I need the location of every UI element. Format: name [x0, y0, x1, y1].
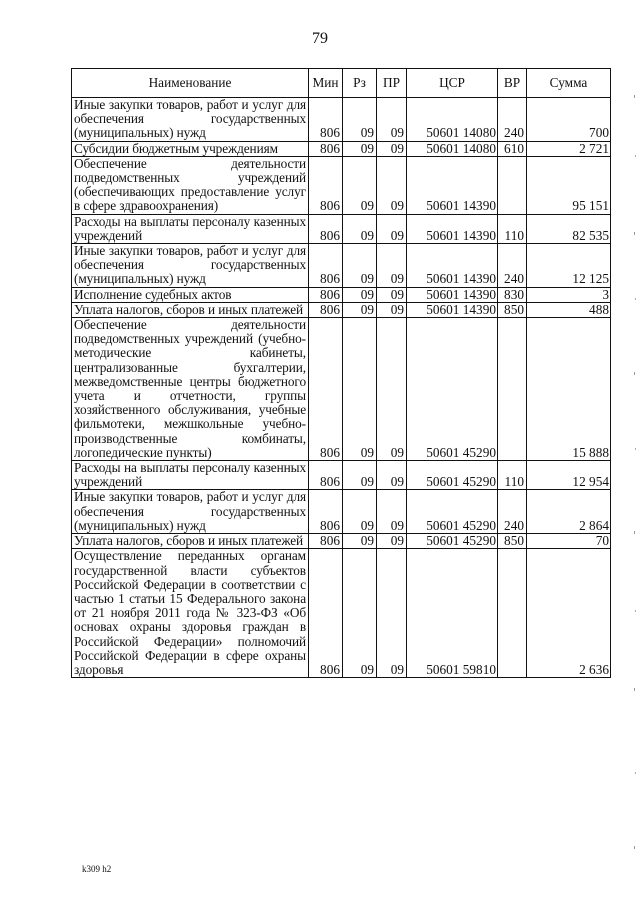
scan-specks: [632, 0, 638, 905]
cell-pr: 09: [377, 534, 407, 549]
cell-rz: 09: [343, 302, 377, 317]
table-header-row: [72, 69, 611, 98]
table-row: [72, 318, 611, 461]
cell-csr: 50601 14390: [407, 244, 498, 288]
cell-vr: [498, 156, 527, 214]
cell-csr: 50601 14080: [407, 98, 498, 142]
table-row: [72, 214, 611, 243]
cell-min: 806: [309, 534, 343, 549]
cell-vr: 110: [498, 461, 527, 490]
cell-rz: 09: [343, 490, 377, 534]
cell-name: Иные закупки товаров, работ и услуг для обеспечения государственных (муниципальных) нужд: [72, 98, 309, 142]
cell-min: 806: [309, 156, 343, 214]
cell-name: Осуществление переданных органам государственной власти субъектов Российской Федерации в соответствии с частью 1 статьи 15 Федерального закона от 21 ноября 2011 года № 323-ФЗ «Об основах охраны здоровья граждан в Российской Федерации» полномочий Российской Федерации в сфере охраны здоровья: [72, 549, 309, 678]
cell-sum: 488: [527, 302, 611, 317]
cell-sum: 3: [527, 287, 611, 302]
cell-rz: 09: [343, 98, 377, 142]
cell-pr: 09: [377, 461, 407, 490]
cell-name: Субсидии бюджетным учреждениям: [72, 141, 309, 156]
cell-min: 806: [309, 302, 343, 317]
cell-vr: [498, 318, 527, 461]
cell-name: Расходы на выплаты персоналу казенных учреждений: [72, 214, 309, 243]
header-pr: ПР: [377, 69, 407, 98]
table-row: [72, 490, 611, 534]
cell-min: 806: [309, 549, 343, 678]
cell-pr: 09: [377, 302, 407, 317]
cell-min: 806: [309, 214, 343, 243]
cell-sum: 12 954: [527, 461, 611, 490]
cell-pr: 09: [377, 244, 407, 288]
cell-name: Исполнение судебных актов: [72, 287, 309, 302]
table-row: [72, 156, 611, 214]
cell-pr: 09: [377, 98, 407, 142]
cell-sum: 700: [527, 98, 611, 142]
cell-csr: 50601 59810: [407, 549, 498, 678]
cell-sum: 2 636: [527, 549, 611, 678]
cell-min: 806: [309, 318, 343, 461]
cell-pr: 09: [377, 214, 407, 243]
cell-rz: 09: [343, 287, 377, 302]
cell-vr: [498, 549, 527, 678]
cell-sum: 15 888: [527, 318, 611, 461]
cell-min: 806: [309, 287, 343, 302]
cell-min: 806: [309, 461, 343, 490]
cell-pr: 09: [377, 549, 407, 678]
cell-pr: 09: [377, 156, 407, 214]
page-number: 79: [312, 30, 328, 47]
cell-csr: 50601 14080: [407, 141, 498, 156]
cell-csr: 50601 45290: [407, 490, 498, 534]
table-body: [72, 98, 611, 678]
cell-sum: 2 864: [527, 490, 611, 534]
cell-vr: 850: [498, 302, 527, 317]
cell-csr: 50601 14390: [407, 302, 498, 317]
cell-csr: 50601 45290: [407, 534, 498, 549]
cell-rz: 09: [343, 141, 377, 156]
cell-sum: 12 125: [527, 244, 611, 288]
document-code: k309 h2: [82, 864, 112, 874]
cell-csr: 50601 14390: [407, 287, 498, 302]
table-row: [72, 98, 611, 142]
cell-rz: 09: [343, 244, 377, 288]
cell-rz: 09: [343, 534, 377, 549]
cell-name: Обеспечение деятельности подведомственных учреждений (обеспечивающих предоставление услуг в сфере здравоохранения): [72, 156, 309, 214]
cell-csr: 50601 45290: [407, 318, 498, 461]
cell-pr: 09: [377, 318, 407, 461]
cell-rz: 09: [343, 318, 377, 461]
budget-table: [71, 68, 611, 678]
header-min: Мин: [309, 69, 343, 98]
cell-name: Расходы на выплаты персоналу казенных учреждений: [72, 461, 309, 490]
cell-min: 806: [309, 244, 343, 288]
cell-min: 806: [309, 490, 343, 534]
header-csr: ЦСР: [407, 69, 498, 98]
header-sum: Сумма: [527, 69, 611, 98]
cell-pr: 09: [377, 287, 407, 302]
table-row: [72, 302, 611, 317]
cell-name: Обеспечение деятельности подведомственных учреждений (учебно-методические кабинеты, централизованные бухгалтерии, межведомственные центры бюджетного учета и отчетности, группы хозяйственного обслуживания, учебные фильмотеки, межшкольные учебно-производственные комбинаты, логопедические пункты): [72, 318, 309, 461]
cell-pr: 09: [377, 141, 407, 156]
header-vr: ВР: [498, 69, 527, 98]
cell-name: Иные закупки товаров, работ и услуг для обеспечения государственных (муниципальных) нужд: [72, 490, 309, 534]
cell-sum: 82 535: [527, 214, 611, 243]
cell-sum: 70: [527, 534, 611, 549]
cell-rz: 09: [343, 549, 377, 678]
table-row: [72, 287, 611, 302]
cell-csr: 50601 45290: [407, 461, 498, 490]
cell-name: Уплата налогов, сборов и иных платежей: [72, 302, 309, 317]
cell-sum: 95 151: [527, 156, 611, 214]
cell-csr: 50601 14390: [407, 214, 498, 243]
cell-vr: 240: [498, 98, 527, 142]
cell-min: 806: [309, 98, 343, 142]
cell-rz: 09: [343, 214, 377, 243]
cell-min: 806: [309, 141, 343, 156]
cell-sum: 2 721: [527, 141, 611, 156]
cell-csr: 50601 14390: [407, 156, 498, 214]
cell-vr: 240: [498, 244, 527, 288]
cell-vr: 610: [498, 141, 527, 156]
cell-rz: 09: [343, 461, 377, 490]
cell-vr: 830: [498, 287, 527, 302]
cell-rz: 09: [343, 156, 377, 214]
table-row: [72, 461, 611, 490]
cell-vr: 110: [498, 214, 527, 243]
header-name: Наименование: [72, 69, 309, 98]
cell-pr: 09: [377, 490, 407, 534]
table-row: [72, 534, 611, 549]
table-row: [72, 549, 611, 678]
table-row: [72, 141, 611, 156]
cell-vr: 850: [498, 534, 527, 549]
cell-vr: 240: [498, 490, 527, 534]
cell-name: Уплата налогов, сборов и иных платежей: [72, 534, 309, 549]
table-row: [72, 244, 611, 288]
cell-name: Иные закупки товаров, работ и услуг для обеспечения государственных (муниципальных) нужд: [72, 244, 309, 288]
header-rz: Рз: [343, 69, 377, 98]
